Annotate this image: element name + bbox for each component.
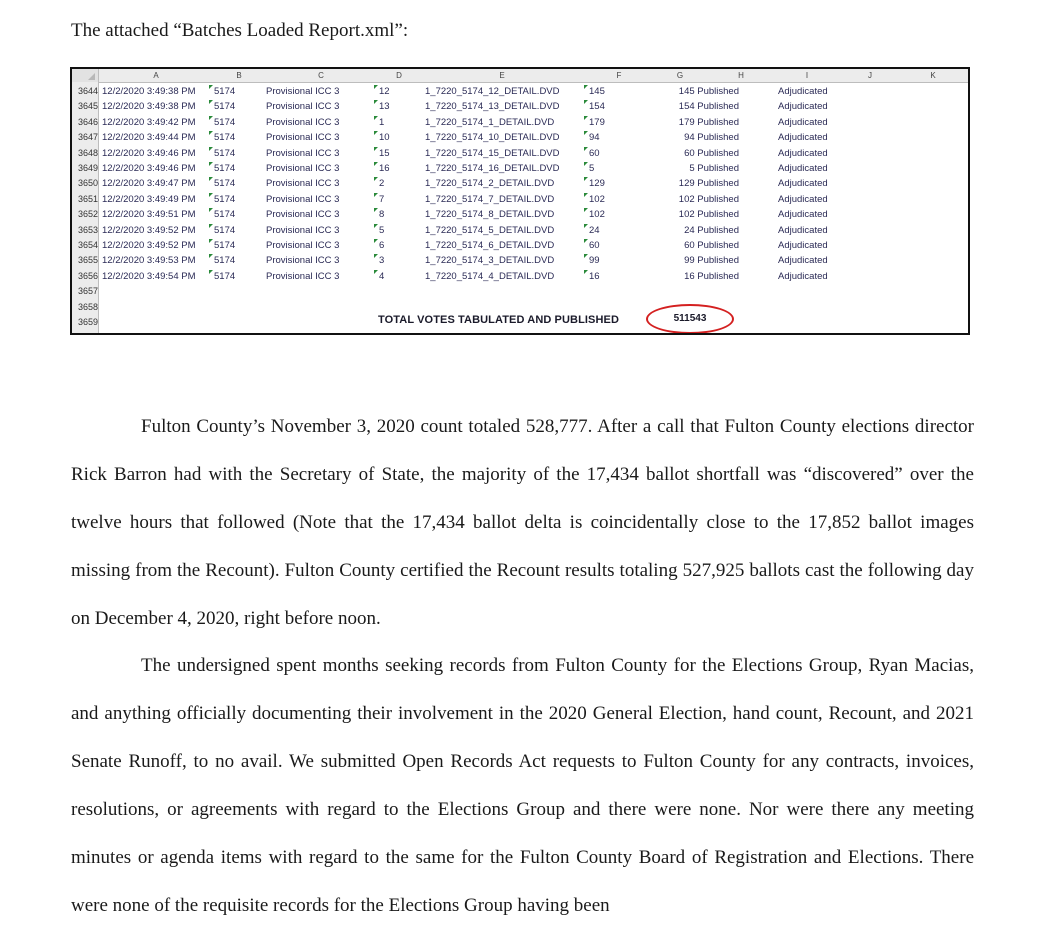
cell-b: 5174 <box>214 269 235 285</box>
row-number: 3657 <box>77 286 98 297</box>
row-number: 3654 <box>77 240 98 250</box>
cell-c: Provisional ICC 3 <box>266 101 340 113</box>
row-number: 3658 <box>77 301 98 312</box>
row-number: 3644 <box>77 86 98 96</box>
cell-i: Adjudicated <box>778 224 828 236</box>
cell-h: 5 Published <box>689 163 739 174</box>
column-letter: D <box>396 71 402 80</box>
cell-c: Provisional ICC 3 <box>266 86 340 97</box>
cell-h: 99 Published <box>684 255 739 267</box>
row-number: 3650 <box>77 178 98 189</box>
column-letter: I <box>805 71 809 80</box>
cell-f: 154 <box>589 99 605 115</box>
cell-i: Adjudicated <box>778 101 828 113</box>
intro-caption: The attached “Batches Loaded Report.xml”: <box>71 20 409 41</box>
column-letter: G <box>676 71 684 80</box>
cell-d: 13 <box>379 99 390 115</box>
cell-e: 1_7220_5174_15_DETAIL.DVD <box>425 147 560 159</box>
cell-f: 94 <box>589 130 600 146</box>
cell-c: Provisional ICC 3 <box>266 193 340 205</box>
row-number: 3652 <box>77 209 98 220</box>
cell-h: 94 Published <box>684 132 739 144</box>
cell-b: 5174 <box>214 130 235 146</box>
table-row <box>72 269 968 285</box>
cell-i: Adjudicated <box>778 132 828 144</box>
column-letter: A <box>153 71 159 80</box>
cell-b: 5174 <box>214 192 235 208</box>
cell-e: 1_7220_5174_16_DETAIL.DVD <box>425 163 560 174</box>
cell-e: 1_7220_5174_6_DETAIL.DVD <box>425 240 555 251</box>
cell-a: 12/2/2020 3:49:47 PM <box>102 178 196 190</box>
cell-e: 1_7220_5174_10_DETAIL.DVD <box>425 132 560 144</box>
cell-d: 3 <box>379 253 384 269</box>
table-row <box>72 161 968 177</box>
cell-c: Provisional ICC 3 <box>266 270 340 282</box>
table-row <box>72 99 968 115</box>
cell-a: 12/2/2020 3:49:53 PM <box>102 255 196 267</box>
cell-d: 15 <box>379 146 390 162</box>
cell-f: 102 <box>589 192 605 208</box>
table-row <box>72 238 968 254</box>
cell-f: 5 <box>589 161 594 177</box>
cell-e: 1_7220_5174_5_DETAIL.DVD <box>425 224 555 236</box>
row-number: 3645 <box>77 101 98 112</box>
cell-c: Provisional ICC 3 <box>266 178 340 190</box>
table-row <box>72 84 968 100</box>
cell-e: 1_7220_5174_3_DETAIL.DVD <box>425 255 555 267</box>
row-number: 3648 <box>77 147 98 158</box>
cell-e: 1_7220_5174_12_DETAIL.DVD <box>425 86 560 97</box>
cell-i: Adjudicated <box>778 193 828 205</box>
column-letter: B <box>236 71 242 80</box>
cell-d: 4 <box>379 269 384 285</box>
cell-h: 60 Published <box>684 147 739 159</box>
table-row <box>72 253 968 269</box>
table-row <box>72 223 968 239</box>
cell-f: 60 <box>589 238 600 254</box>
cell-d: 6 <box>379 238 384 254</box>
cell-c: Provisional ICC 3 <box>266 255 340 267</box>
cell-e: 1_7220_5174_4_DETAIL.DVD <box>425 270 555 282</box>
cell-b: 5174 <box>214 253 235 269</box>
table-row <box>72 115 968 131</box>
row-number: 3647 <box>77 132 98 143</box>
cell-f: 102 <box>589 207 605 223</box>
cell-c: Provisional ICC 3 <box>266 209 340 221</box>
cell-i: Adjudicated <box>778 116 828 128</box>
column-letter: F <box>616 71 622 80</box>
cell-d: 16 <box>379 161 390 177</box>
cell-b: 5174 <box>214 223 235 239</box>
cell-d: 2 <box>379 176 384 192</box>
cell-h: 24 Published <box>684 224 739 236</box>
cell-c: Provisional ICC 3 <box>266 224 340 236</box>
column-letter: J <box>868 71 872 80</box>
cell-b: 5174 <box>214 146 235 162</box>
cell-i: Adjudicated <box>778 270 828 282</box>
cell-d: 12 <box>379 84 390 100</box>
table-row <box>72 146 968 162</box>
row-number: 3646 <box>77 116 98 127</box>
cell-i: Adjudicated <box>778 178 828 190</box>
cell-a: 12/2/2020 3:49:42 PM <box>102 116 196 128</box>
row-number: 3653 <box>77 224 98 235</box>
cell-h: 102 Published <box>678 209 739 221</box>
cell-f: 145 <box>589 84 605 100</box>
table-row <box>72 300 968 316</box>
cell-a: 12/2/2020 3:49:51 PM <box>102 209 196 221</box>
cell-h: 102 Published <box>678 193 739 205</box>
cell-a: 12/2/2020 3:49:46 PM <box>102 147 196 159</box>
cell-d: 7 <box>379 192 384 208</box>
row-number: 3649 <box>77 163 98 173</box>
cell-b: 5174 <box>214 238 235 254</box>
cell-d: 10 <box>379 130 390 146</box>
cell-e: 1_7220_5174_7_DETAIL.DVD <box>425 193 555 205</box>
cell-b: 5174 <box>214 115 235 131</box>
cell-f: 179 <box>589 115 605 131</box>
cell-d: 8 <box>379 207 384 223</box>
row-number: 3655 <box>77 255 98 266</box>
cell-c: Provisional ICC 3 <box>266 116 340 128</box>
cell-f: 16 <box>589 269 600 285</box>
table-row <box>72 192 968 208</box>
cell-a: 12/2/2020 3:49:38 PM <box>102 86 196 97</box>
table-row <box>72 130 968 146</box>
column-header-bar <box>72 69 968 83</box>
cell-c: Provisional ICC 3 <box>266 163 340 174</box>
select-all-corner <box>72 69 99 82</box>
cell-a: 12/2/2020 3:49:54 PM <box>102 270 196 282</box>
cell-h: 154 Published <box>678 101 739 113</box>
cell-b: 5174 <box>214 176 235 192</box>
cell-b: 5174 <box>214 99 235 115</box>
body-paragraph: The undersigned spent months seeking records from Fulton County for the Elections Group, Ryan Macias, and anything officially documenting their involvement in the 2020 General Election, hand count, Recount, and 2021 Senate Runoff, to no avail. We submitted Open Records Act requests to Fulton County for any contracts, invoices, resolutions, or agreements with regard to the Elections Group and there were none. Nor were there any meeting minutes or agenda items with regard to the same for the Fulton County Board of Registration and Elections. There were none of the requisite records for the Elections Group having been <box>71 655 974 916</box>
total-votes-label: TOTAL VOTES TABULATED AND PUBLISHED <box>378 314 620 326</box>
cell-i: Adjudicated <box>778 255 828 267</box>
total-votes-value-circled: 511543 <box>646 304 734 334</box>
cell-e: 1_7220_5174_1_DETAIL.DVD <box>425 116 555 128</box>
cell-e: 1_7220_5174_2_DETAIL.DVD <box>425 178 555 190</box>
cell-e: 1_7220_5174_13_DETAIL.DVD <box>425 101 560 113</box>
table-row <box>72 284 968 300</box>
cell-a: 12/2/2020 3:49:46 PM <box>102 163 196 174</box>
cell-i: Adjudicated <box>778 147 828 159</box>
cell-a: 12/2/2020 3:49:52 PM <box>102 240 196 251</box>
cell-h: 179 Published <box>678 116 739 128</box>
cell-c: Provisional ICC 3 <box>266 132 340 144</box>
table-row <box>72 176 968 192</box>
cell-i: Adjudicated <box>778 86 828 97</box>
cell-f: 24 <box>589 223 600 239</box>
cell-c: Provisional ICC 3 <box>266 147 340 159</box>
cell-a: 12/2/2020 3:49:44 PM <box>102 132 196 144</box>
cell-h: 60 Published <box>684 240 739 251</box>
column-letter: E <box>499 71 505 80</box>
table-row <box>72 207 968 223</box>
cell-h: 129 Published <box>678 178 739 190</box>
body-paragraph: Fulton County’s November 3, 2020 count totaled 528,777. After a call that Fulton County elections director Rick Barron had with the Secretary of State, the majority of the 17,434 ballot shortfall was “discovered” over the twelve hours that followed (Note that the 17,434 ballot delta is coincidentally close to the 17,852 ballot images missing from the Recount). Fulton County certified the Recount results totaling 527,925 ballots cast the following day on December 4, 2020, right before noon. <box>71 416 974 629</box>
cell-b: 5174 <box>214 207 235 223</box>
row-number: 3659 <box>77 317 98 327</box>
cell-h: 16 Published <box>684 270 739 282</box>
cell-b: 5174 <box>214 84 235 100</box>
row-number: 3656 <box>77 270 98 281</box>
cell-c: Provisional ICC 3 <box>266 240 340 251</box>
cell-h: 145 Published <box>678 86 739 97</box>
cell-e: 1_7220_5174_8_DETAIL.DVD <box>425 209 555 221</box>
cell-a: 12/2/2020 3:49:38 PM <box>102 101 196 113</box>
cell-d: 5 <box>379 223 384 239</box>
row-number: 3651 <box>77 193 98 204</box>
cell-i: Adjudicated <box>778 240 828 251</box>
cell-a: 12/2/2020 3:49:52 PM <box>102 224 196 236</box>
column-letter: K <box>930 71 936 80</box>
cell-d: 1 <box>379 115 384 131</box>
cell-b: 5174 <box>214 161 235 177</box>
column-letter: H <box>738 71 744 80</box>
cell-i: Adjudicated <box>778 209 828 221</box>
cell-f: 60 <box>589 146 600 162</box>
cell-i: Adjudicated <box>778 163 828 174</box>
cell-f: 99 <box>589 253 600 269</box>
cell-a: 12/2/2020 3:49:49 PM <box>102 193 196 205</box>
cell-f: 129 <box>589 176 605 192</box>
spreadsheet-screenshot <box>70 67 970 335</box>
column-letter: C <box>318 71 324 80</box>
